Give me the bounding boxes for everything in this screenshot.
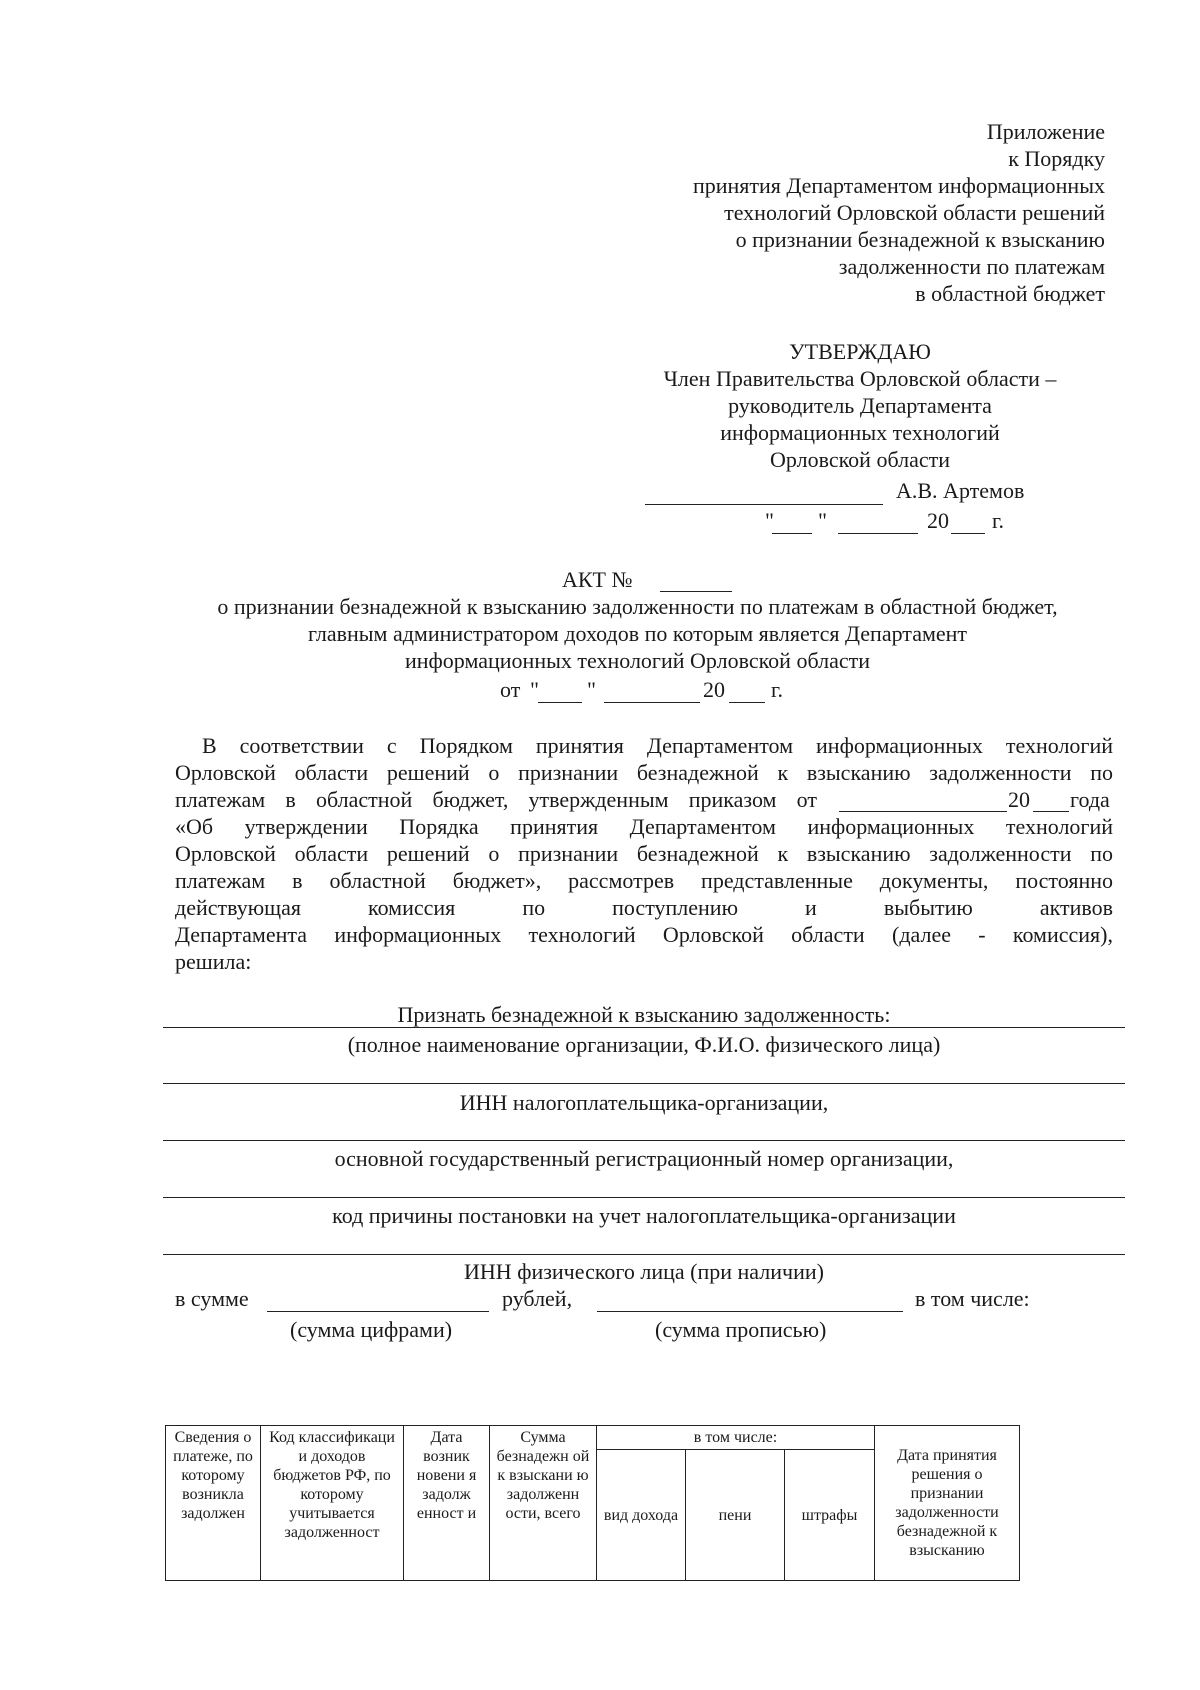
sum-words-blank bbox=[597, 1311, 903, 1312]
header-incl: в том числе: bbox=[597, 1426, 875, 1450]
approval-date-year: 20 bbox=[927, 508, 949, 533]
act-date-prefix: от bbox=[500, 677, 521, 702]
appendix-block bbox=[693, 118, 1105, 307]
approval-date-suffix: г. bbox=[992, 508, 1005, 533]
appendix-line: о признании безнадежной к взысканию bbox=[735, 227, 1105, 252]
act-title: АКТ № bbox=[562, 567, 633, 592]
act-date-suffix: г. bbox=[771, 677, 784, 702]
header-amount: Сумма безнадежн ой к взыскани ю задолженн ости, всего bbox=[490, 1426, 597, 1581]
appendix-line: задолженности по платежам bbox=[838, 254, 1105, 279]
name-hint: (полное наименование организации, Ф.И.О. физического лица) bbox=[347, 1032, 941, 1057]
sum-rubles: рублей, bbox=[502, 1286, 573, 1311]
order-year-blank bbox=[1033, 811, 1069, 812]
body-line-3: платежам в областной бюджет, утвержденным приказом от bbox=[175, 787, 817, 812]
body-line-9: решила: bbox=[175, 949, 252, 974]
header-penalties: пени bbox=[686, 1450, 785, 1581]
appendix-line: в областной бюджет bbox=[915, 281, 1105, 306]
inn-person-label: ИНН физического лица (при наличии) bbox=[464, 1259, 824, 1284]
debt-table bbox=[165, 1425, 1020, 1581]
order-year-word: года bbox=[1070, 787, 1110, 812]
header-date: Дата возник новени я задолж енност и bbox=[404, 1426, 490, 1581]
act-date-year: 20 bbox=[703, 677, 725, 702]
body-line-6: платежам в областной бюджет», рассмотрев представленные документы, постоянно bbox=[175, 868, 1113, 893]
sum-words-hint: (сумма прописью) bbox=[655, 1317, 827, 1342]
approval-date-quote-open: " bbox=[765, 508, 774, 533]
approval-line: Член Правительства Орловской области – bbox=[663, 366, 1057, 391]
header-decision-date: Дата принятия решения о признании задолженности безнадежной к взысканию bbox=[875, 1426, 1020, 1581]
approval-line: руководитель Департамента bbox=[728, 393, 992, 418]
signature-line bbox=[645, 504, 883, 505]
act-subtitle-line: главным администратором доходов по которым является Департамент bbox=[307, 621, 968, 646]
order-year: 20 bbox=[1008, 787, 1030, 812]
approval-date-month-blank bbox=[838, 533, 918, 534]
act-date-quote-close: " bbox=[587, 677, 596, 702]
act-number-blank bbox=[660, 591, 732, 592]
appendix-line: технологий Орловской области решений bbox=[724, 200, 1105, 225]
body-line-8: Департамента информационных технологий Орловской области (далее - комиссия), bbox=[175, 922, 1113, 947]
approval-date-year-blank bbox=[951, 533, 985, 534]
body-line-1: В соответствии с Порядком принятия Департаментом информационных технологий bbox=[202, 733, 1113, 758]
appendix-line: Приложение bbox=[986, 119, 1105, 144]
act-subtitle bbox=[150, 593, 1125, 674]
appendix-line: к Порядку bbox=[1008, 146, 1105, 171]
inn-person-rule bbox=[163, 1254, 1125, 1255]
act-date-month-blank bbox=[604, 702, 700, 703]
sum-digits-hint: (сумма цифрами) bbox=[290, 1317, 453, 1342]
body-line-7: действующая комиссия по поступлению и выбытию активов bbox=[175, 895, 1113, 920]
act-date-quote-open: " bbox=[530, 677, 539, 702]
approval-line: Орловской области bbox=[770, 447, 950, 472]
body-line-5: Орловской области решений о признании безнадежной к взысканию задолженности по bbox=[175, 841, 1113, 866]
approval-date-quote-close: " bbox=[818, 508, 827, 533]
approval-title: УТВЕРЖДАЮ bbox=[789, 339, 931, 364]
sum-suffix: в том числе: bbox=[915, 1286, 1030, 1311]
approval-block bbox=[600, 338, 1120, 473]
ogrn-rule bbox=[163, 1140, 1125, 1141]
approval-signer: А.В. Артемов bbox=[896, 478, 1025, 503]
header-fines: штрафы bbox=[785, 1450, 875, 1581]
inn-org-rule bbox=[163, 1083, 1125, 1084]
act-date-day-blank bbox=[538, 702, 582, 703]
approval-line: информационных технологий bbox=[720, 420, 1000, 445]
act-subtitle-line: о признании безнадежной к взысканию задолженности по платежам в областной бюджет, bbox=[217, 594, 1058, 619]
ogrn-label: основной государственный регистрационный номер организации, bbox=[334, 1146, 954, 1171]
recognize-label: Признать безнадежной к взысканию задолженность: bbox=[397, 1002, 891, 1027]
header-income-type: вид дохода bbox=[597, 1450, 686, 1581]
act-date-year-blank bbox=[729, 702, 765, 703]
kpp-rule bbox=[163, 1197, 1125, 1198]
sum-prefix: в сумме bbox=[175, 1286, 249, 1311]
approval-date-day-blank bbox=[772, 533, 812, 534]
name-rule bbox=[163, 1027, 1125, 1028]
appendix-line: принятия Департаментом информационных bbox=[692, 173, 1105, 198]
kpp-label: код причины постановки на учет налогоплательщика-организации bbox=[332, 1203, 956, 1228]
body-line-2: Орловской области решений о признании безнадежной к взысканию задолженности по bbox=[175, 760, 1113, 785]
order-date-blank bbox=[839, 811, 1007, 812]
body-line-4: «Об утверждении Порядка принятия Департаментом информационных технологий bbox=[175, 814, 1113, 839]
act-subtitle-line: информационных технологий Орловской области bbox=[405, 648, 870, 673]
inn-org-label: ИНН налогоплательщика-организации, bbox=[459, 1090, 829, 1115]
header-kbk: Код классификаци и доходов бюджетов РФ, по которому учитывается задолженност bbox=[261, 1426, 404, 1581]
header-payment-info: Сведения о платеже, по которому возникла задолжен bbox=[166, 1426, 261, 1581]
sum-digits-blank bbox=[267, 1311, 489, 1312]
